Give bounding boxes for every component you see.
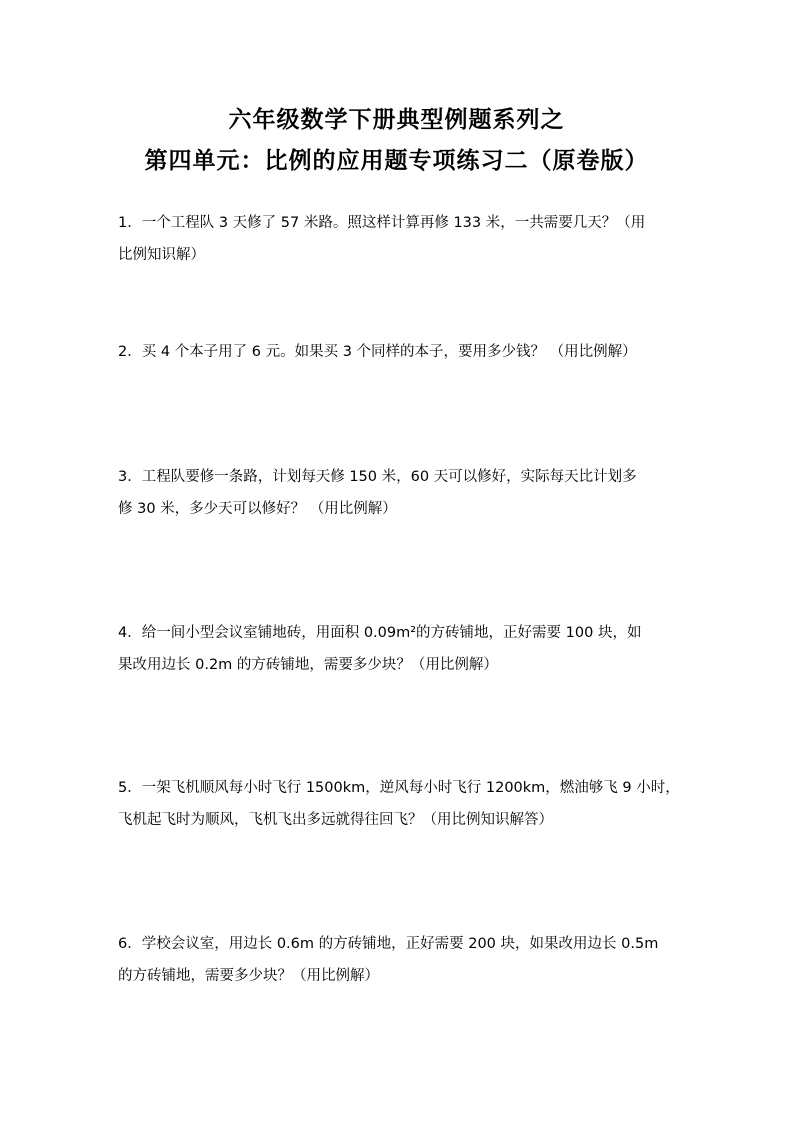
question-6 [118,928,688,992]
question-3 [118,461,688,525]
question-5 [118,772,688,836]
question-line: 5．一架飞机顺风每小时飞行 1500km，逆风每小时飞行 1200km，燃油够飞 9 小时， [118,780,680,796]
question-line: 比例知识解） [118,247,205,263]
question-line: 4．给一间小型会议室铺地砖，用面积 0.09m²的方砖铺地，正好需要 100 块，如 [118,625,642,641]
document-title: 六年级数学下册典型例题系列之 [228,107,565,133]
question-1 [118,207,688,271]
question-line: 的方砖铺地，需要多少块？（用比例解） [118,968,379,984]
question-line: 修 30 米，多少天可以修好？ （用比例解） [118,501,397,517]
document-subtitle: 第四单元：比例的应用题专项练习二（原卷版） [144,148,649,174]
question-line: 1．一个工程队 3 天修了 57 米路。照这样计算再修 133 米，一共需要几天？（用 [118,215,646,231]
question-line: 3．工程队要修一条路，计划每天修 150 米，60 天可以修好，实际每天比计划多 [118,469,637,485]
question-line: 飞机起飞时为顺风，飞机飞出多远就得往回飞？（用比例知识解答） [118,812,553,828]
question-line: 6．学校会议室，用边长 0.6m 的方砖铺地，正好需要 200 块，如果改用边长 0.5m [118,936,659,952]
question-line: 2．买 4 个本子用了 6 元。如果买 3 个同样的本子，要用多少钱？ （用比例解） [118,344,637,360]
question-line: 果改用边长 0.2m 的方砖铺地，需要多少块？（用比例解） [118,657,498,673]
question-2 [118,336,688,368]
question-4 [118,617,688,681]
